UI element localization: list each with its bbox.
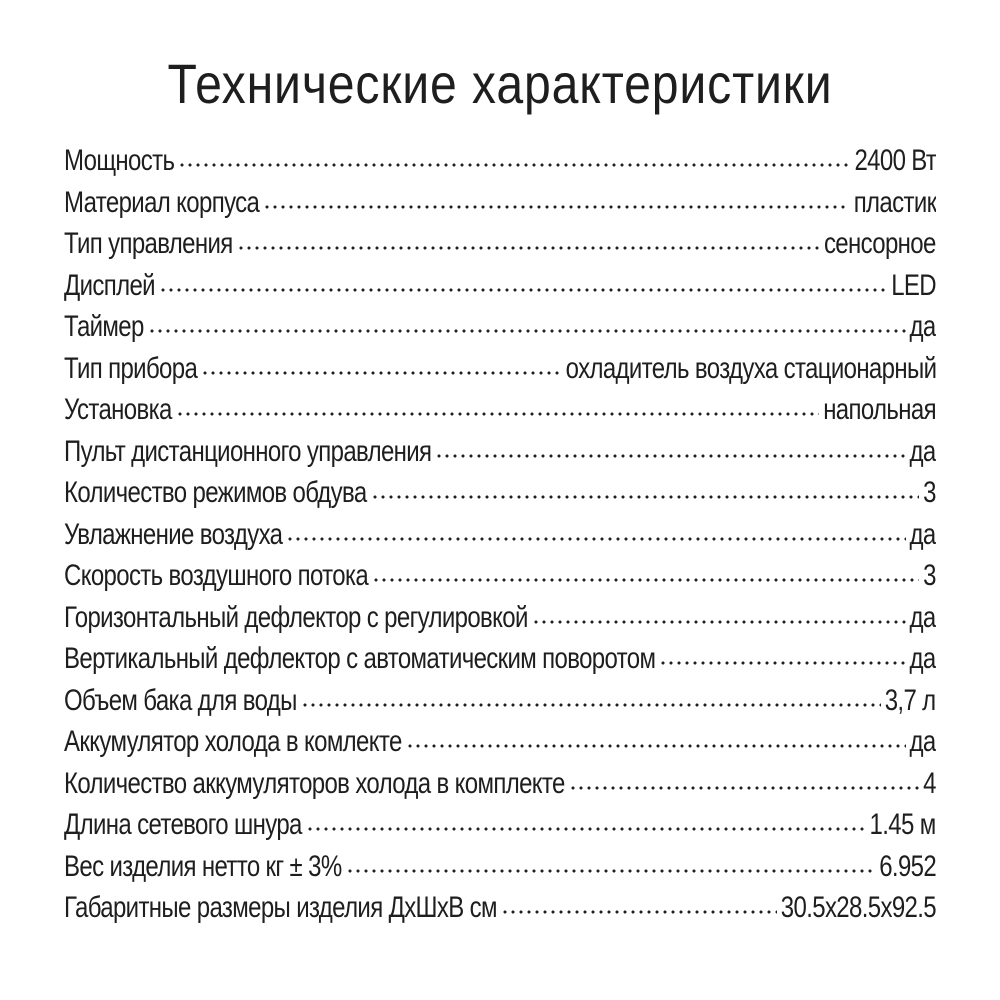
dot-leader — [301, 703, 881, 707]
spec-value: 4 — [923, 766, 936, 800]
dot-leader — [435, 454, 906, 458]
spec-label: Скорость воздушного потока — [64, 559, 369, 592]
spec-row — [64, 763, 936, 805]
dot-leader — [148, 329, 906, 333]
dot-leader — [501, 910, 777, 914]
spec-value: охладитель воздуха стационарный — [565, 351, 936, 385]
spec-value: да — [909, 725, 936, 758]
spec-row — [64, 306, 936, 348]
spec-row — [64, 223, 936, 265]
dot-leader — [286, 537, 906, 541]
spec-value: да — [909, 310, 936, 343]
spec-row — [64, 597, 936, 639]
spec-value: LED — [891, 268, 936, 302]
dot-leader — [659, 661, 906, 665]
spec-label: Увлажнение воздуха — [64, 517, 283, 551]
spec-row — [64, 887, 936, 929]
dot-leader — [532, 620, 906, 624]
dot-leader — [306, 827, 866, 831]
spec-label: Длина сетевого шнура — [64, 808, 302, 841]
spec-row — [64, 265, 936, 307]
spec-label: Аккумулятор холода в комлекте — [64, 725, 402, 758]
dot-leader — [176, 412, 820, 416]
spec-label: Вертикальный дефлектор с автоматическим поворотом — [64, 642, 656, 675]
spec-value: напольная — [823, 393, 936, 426]
dot-leader — [406, 744, 906, 748]
spec-label: Мощность — [64, 144, 175, 177]
spec-row — [64, 182, 936, 224]
spec-row — [64, 804, 936, 846]
dot-leader — [371, 495, 920, 499]
dot-leader — [201, 371, 561, 375]
spec-label: Таймер — [64, 310, 144, 343]
spec-label: Вес изделия нетто кг ± 3% — [64, 849, 342, 883]
spec-value: 2400 Вт — [854, 144, 936, 177]
spec-label: Объем бака для воды — [64, 683, 297, 717]
spec-value: да — [909, 517, 936, 551]
spec-value: 3 — [923, 476, 936, 509]
spec-value: 6.952 — [879, 849, 936, 883]
spec-label: Материал корпуса — [64, 185, 260, 219]
spec-label: Дисплей — [64, 268, 155, 302]
spec-label: Количество аккумуляторов холода в комплекте — [64, 766, 565, 800]
dot-leader — [178, 163, 850, 167]
spec-row — [64, 431, 936, 473]
dot-leader — [346, 869, 876, 873]
spec-label: Габаритные размеры изделия ДхШхВ см — [64, 891, 497, 924]
spec-value: 1.45 м — [869, 808, 936, 841]
spec-value: 30.5x28.5x92.5 — [780, 891, 936, 924]
spec-label: Тип прибора — [64, 351, 198, 385]
spec-value: 3 — [923, 559, 936, 592]
spec-label: Пульт дистанционного управления — [64, 434, 432, 468]
spec-value: пластик — [853, 185, 936, 219]
spec-row — [64, 472, 936, 514]
spec-value: сенсорное — [824, 227, 936, 260]
dot-leader — [372, 578, 919, 582]
spec-row — [64, 721, 936, 763]
page-title: Технические характеристики — [167, 52, 833, 115]
spec-list — [64, 140, 936, 929]
spec-row — [64, 348, 936, 390]
spec-row — [64, 680, 936, 722]
dot-leader — [263, 205, 849, 209]
spec-value: да — [909, 642, 936, 675]
dot-leader — [159, 288, 887, 292]
spec-label: Тип управления — [64, 227, 233, 260]
spec-row — [64, 140, 936, 182]
spec-row — [64, 846, 936, 888]
spec-value: да — [909, 600, 936, 634]
spec-value: 3,7 л — [885, 683, 936, 717]
spec-label: Горизонтальный дефлектор с регулировкой — [64, 600, 528, 634]
spec-row — [64, 555, 936, 597]
spec-row — [64, 514, 936, 556]
spec-value: да — [909, 434, 936, 468]
spec-row — [64, 389, 936, 431]
spec-label: Количество режимов обдува — [64, 476, 367, 509]
spec-label: Установка — [64, 393, 172, 426]
dot-leader — [237, 246, 821, 250]
spec-row — [64, 638, 936, 680]
dot-leader — [569, 786, 920, 790]
